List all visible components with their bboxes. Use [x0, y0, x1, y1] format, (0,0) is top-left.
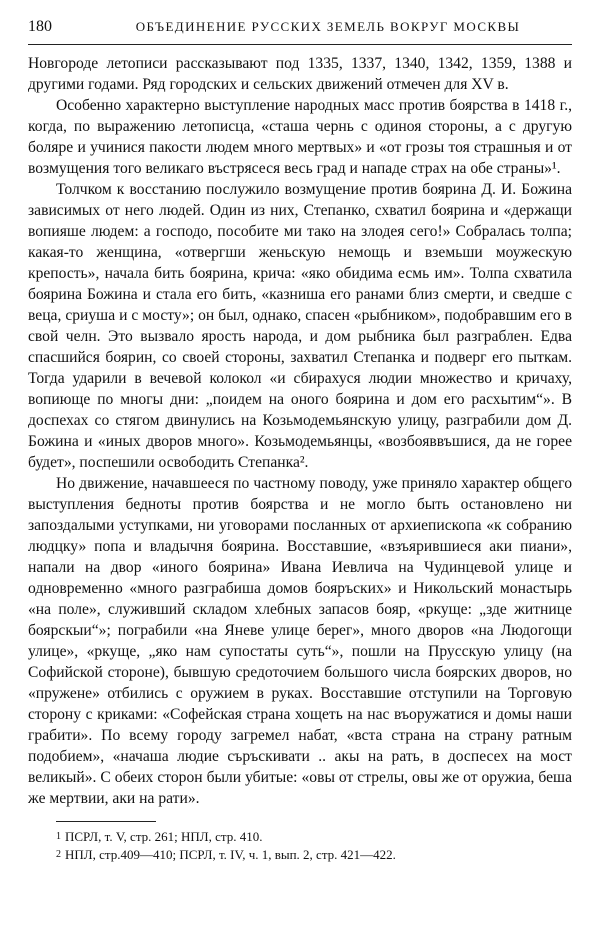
footnote-mark: 2: [56, 849, 61, 860]
main-text: [28, 53, 572, 809]
running-title: ОБЪЕДИНЕНИЕ РУССКИХ ЗЕМЕЛЬ ВОКРУГ МОСКВЫ: [135, 19, 521, 34]
footnote-text: ПСРЛ, т. V, стр. 261; НПЛ, стр. 410.: [65, 829, 263, 844]
footnote-text: НПЛ, стр.409—410; ПСРЛ, т. IV, ч. 1, вып. 2, стр. 421—422.: [65, 847, 396, 862]
page-number: 180: [28, 18, 52, 35]
footnote-mark: 1: [56, 831, 61, 842]
page-header: [28, 18, 572, 45]
paragraph: Особенно характерно выступление народных масс против боярства в 1418 г., когда, по выражению летописца, «сташа чернь с одиноя стороны, а с другую боляре и учинися пакости людем много мертвых» и «от грозы тоя страшныя и от возмущения того великаго въстрясеся весь град и нападе страх на обе страны»¹.: [28, 97, 572, 177]
footnote: [28, 846, 572, 864]
paragraph: Толчком к восстанию послужило возмущение против боярина Д. И. Божина зависимых от него людей. Один из них, Степанко, схватил боярина и «держащи вопияше людем: а господо, пособите ми тако на злодея сего!» Собралась толпа; какая-то женщина, «отвергши женьскую немощь и вземьши моужескую крепость», начала бить боярина, крича: «яко обидима есмь им». Толпа схватила боярина Божина и стала его бить, «казниша его ранами близ смерти, и сведше с веца, сриуша и с мосту»; он был, однако, спасен «рыбником», подобравшим его в свой челн. Это вызвало ярость народа, и дом рыбника был разграблен. Едва спасшийся боярин, со своей стороны, захватил Степанка и подверг его пыткам. Тогда ударили в вечевой колокол «и сбирахуся людии множество и кричаху, вопиюще по многы дни: „поидем на оного боярина и дом его расхытим“». В доспехах со стягом двинулись на Козьмодемьянскую улицу, разграбили дом Д. Божина и «иных дворов много». Козьмодемьянцы, «возбояввъшися, да не горее будет», поспешили освободить Степанка².: [28, 181, 572, 471]
footnote: [28, 828, 572, 846]
footnote-divider: [56, 821, 156, 822]
paragraph: Но движение, начавшееся по частному поводу, уже приняло характер общего выступления бедноты против боярства и не могло быть остановлено ни запоздалыми уступками, ни уговорами посланных от архиепископа «к собранию людцку» попа и владычня боярина. Восставшие, «взъярившиеся аки пиани», напали на двор «иного боярина» Ивана Иевлича на Чудинцевой улице и одновременно «много разграбиша домов бояръских» и Никольский монастырь «на поле», служивший складом хлебных запасов бояр, «ркуще: „зде житнице боярскыи“»; пограбили «на Яневе улице берег», много дворов «на Людогощи улице», «ркуще, „яко нам супостаты суть“», пошли на Прусскую улицу (на Софийской стороне), бывшую средоточием большого числа боярских дворов, но «пружене» отбились с оружием в руках. Восставшие отступили на Торговую сторону с криками: «Софейская страна хощеть на нас въоружатися и домы наши грабити». По всему городу загремел набат, «вста страна на страну ратным подобием», «начаша людие съръскивати .. акы на рать, в доспесех на мост великый». С обеих сторон были убитые: «овы от стрелы, овы же от оружиа, беша же мертвии, аки на рати».: [28, 475, 572, 807]
paragraph-continuation: Новгороде летописи рассказывают под 1335, 1337, 1340, 1342, 1359, 1388 и другими годами. Ряд городских и сельских движений отмечен для XV в.: [28, 55, 572, 93]
footnotes: [28, 821, 572, 864]
